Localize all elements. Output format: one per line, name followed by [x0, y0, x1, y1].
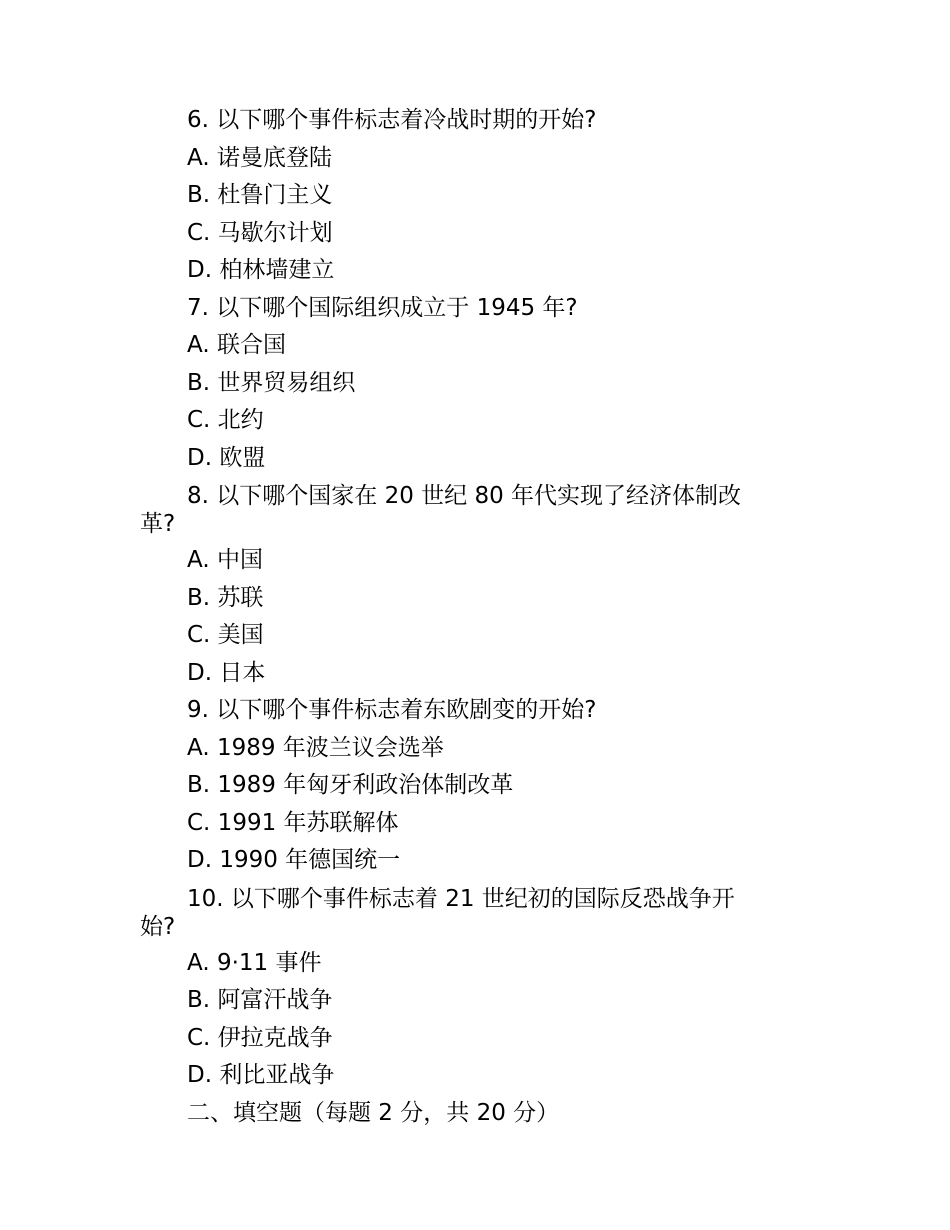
question-9-option-a: A. 1989 年波兰议会选举 [187, 734, 444, 761]
question-10-option-a: A. 9·11 事件 [187, 949, 322, 976]
question-9-stem: 9. 以下哪个事件标志着东欧剧变的开始? [187, 697, 597, 723]
question-6-option-c: C. 马歇尔计划 [187, 219, 333, 246]
question-7-option-c: C. 北约 [187, 407, 264, 433]
question-10-option-d: D. 利比亚战争 [187, 1062, 335, 1088]
question-10-stem-line1: 10. 以下哪个事件标志着 21 世纪初的国际反恐战争开 [187, 885, 735, 912]
question-10-stem-line2: 始? [140, 913, 176, 940]
question-9-option-b: B. 1989 年匈牙利政治体制改革 [187, 772, 514, 798]
question-9-option-d: D. 1990 年德国统一 [187, 847, 401, 873]
question-8-stem-line2: 革? [140, 511, 176, 537]
question-8-stem [140, 477, 770, 542]
question-8-option-c: C. 美国 [187, 622, 264, 648]
question-10-option-c: C. 伊拉克战争 [187, 1024, 333, 1051]
question-7-option-b: B. 世界贸易组织 [187, 369, 356, 396]
question-8-option-d: D. 日本 [187, 659, 266, 686]
question-list [140, 102, 770, 1132]
question-8-option-b: B. 苏联 [187, 584, 264, 611]
question-8-option-a: A. 中国 [187, 547, 263, 573]
question-10-stem [140, 880, 770, 945]
question-6-option-d: D. 柏林墙建立 [187, 257, 335, 283]
question-10-option-b: B. 阿富汗战争 [187, 987, 333, 1013]
question-8-stem-line1: 8. 以下哪个国家在 20 世纪 80 年代实现了经济体制改 [187, 483, 742, 509]
question-6-stem: 6. 以下哪个事件标志着冷战时期的开始? [187, 107, 597, 133]
question-6-option-a: A. 诺曼底登陆 [187, 144, 332, 171]
question-7-option-d: D. 欧盟 [187, 444, 266, 471]
question-9-option-c: C. 1991 年苏联解体 [187, 809, 399, 836]
question-7-option-a: A. 联合国 [187, 332, 286, 358]
section-heading: 二、填空题（每题 2 分，共 20 分） [187, 1099, 560, 1126]
question-6-option-b: B. 杜鲁门主义 [187, 182, 333, 208]
question-7-stem: 7. 以下哪个国际组织成立于 1945 年? [187, 294, 578, 321]
